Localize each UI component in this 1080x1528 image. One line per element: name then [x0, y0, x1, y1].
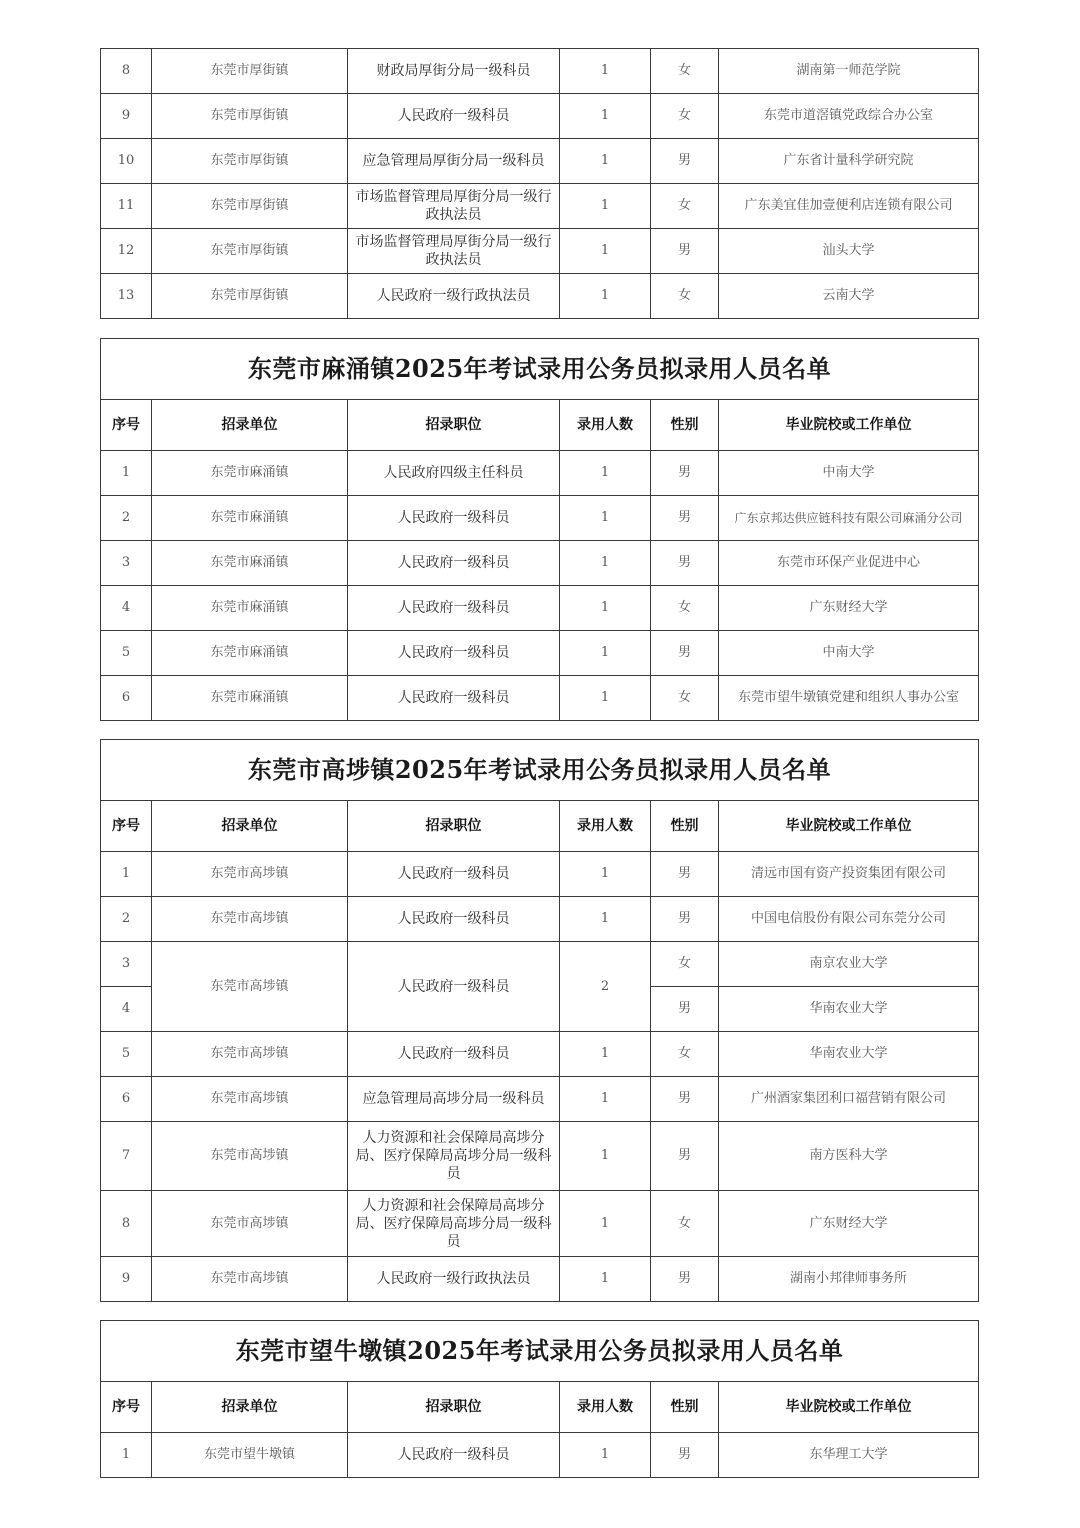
seq-cell: 9: [101, 1257, 152, 1302]
school-cell: 华南农业大学: [719, 987, 979, 1032]
table-row: [101, 897, 979, 942]
school-cell: 中南大学: [719, 631, 979, 676]
school-cell: 广州酒家集团利口福营销有限公司: [719, 1077, 979, 1122]
gender-cell: 男: [651, 451, 719, 496]
table-row: [101, 229, 979, 274]
table-row: [101, 541, 979, 586]
gender-cell: 女: [651, 1032, 719, 1077]
unit-cell: 东莞市麻涌镇: [152, 586, 348, 631]
position-cell: 人民政府一级科员: [348, 942, 560, 1032]
table-row: [101, 184, 979, 229]
unit-cell: 东莞市麻涌镇: [152, 676, 348, 721]
table-title: 东莞市高埗镇2025年考试录用公务员拟录用人员名单: [101, 740, 979, 801]
gender-cell: 女: [651, 586, 719, 631]
unit-cell: 东莞市厚街镇: [152, 139, 348, 184]
gender-cell: 女: [651, 184, 719, 229]
table-title: 东莞市望牛墩镇2025年考试录用公务员拟录用人员名单: [101, 1321, 979, 1382]
seq-cell: 2: [101, 496, 152, 541]
title-row: [101, 740, 979, 801]
school-cell: 广东财经大学: [719, 586, 979, 631]
school-cell: 中南大学: [719, 451, 979, 496]
gender-cell: 女: [651, 1191, 719, 1257]
table-row: [101, 942, 979, 987]
school-cell: 华南农业大学: [719, 1032, 979, 1077]
header-school: 毕业院校或工作单位: [719, 1382, 979, 1433]
count-cell: 1: [560, 541, 651, 586]
gender-cell: 男: [651, 1257, 719, 1302]
seq-cell: 11: [101, 184, 152, 229]
header-position: 招录职位: [348, 801, 560, 852]
header-position: 招录职位: [348, 1382, 560, 1433]
gender-cell: 女: [651, 942, 719, 987]
seq-cell: 1: [101, 852, 152, 897]
table-row: [101, 631, 979, 676]
seq-cell: 6: [101, 676, 152, 721]
unit-cell: 东莞市高埗镇: [152, 1191, 348, 1257]
gender-cell: 男: [651, 987, 719, 1032]
seq-cell: 1: [101, 1433, 152, 1478]
gender-cell: 男: [651, 1077, 719, 1122]
position-cell: 人民政府一级科员: [348, 541, 560, 586]
gender-cell: 男: [651, 229, 719, 274]
seq-cell: 5: [101, 631, 152, 676]
houjie-table: [100, 48, 979, 319]
table-row: [101, 586, 979, 631]
seq-cell: 10: [101, 139, 152, 184]
count-cell: 1: [560, 1032, 651, 1077]
header-row: [101, 1382, 979, 1433]
unit-cell: 东莞市厚街镇: [152, 49, 348, 94]
position-cell: 人民政府一级科员: [348, 1433, 560, 1478]
header-unit: 招录单位: [152, 801, 348, 852]
gender-cell: 男: [651, 852, 719, 897]
title-row: [101, 339, 979, 400]
unit-cell: 东莞市望牛墩镇: [152, 1433, 348, 1478]
position-cell: 人民政府一级科员: [348, 586, 560, 631]
machong-table: [100, 338, 979, 721]
count-cell: 1: [560, 676, 651, 721]
gender-cell: 男: [651, 897, 719, 942]
count-cell: 1: [560, 1191, 651, 1257]
seq-cell: 3: [101, 541, 152, 586]
header-school: 毕业院校或工作单位: [719, 801, 979, 852]
unit-cell: 东莞市麻涌镇: [152, 631, 348, 676]
count-cell: 1: [560, 1257, 651, 1302]
table-row: [101, 274, 979, 319]
table-row: [101, 94, 979, 139]
position-cell: 人民政府一级行政执法员: [348, 1257, 560, 1302]
gender-cell: 男: [651, 541, 719, 586]
school-cell: 中国电信股份有限公司东莞分公司: [719, 897, 979, 942]
seq-cell: 4: [101, 586, 152, 631]
table-row: [101, 1032, 979, 1077]
gender-cell: 男: [651, 139, 719, 184]
gaobu-table: [100, 739, 979, 1302]
position-cell: 人民政府四级主任科员: [348, 451, 560, 496]
school-cell: 东莞市道滘镇党政综合办公室: [719, 94, 979, 139]
table-row: [101, 49, 979, 94]
seq-cell: 12: [101, 229, 152, 274]
header-unit: 招录单位: [152, 1382, 348, 1433]
header-gender: 性别: [651, 400, 719, 451]
table-row: [101, 1077, 979, 1122]
count-cell: 1: [560, 139, 651, 184]
header-row: [101, 400, 979, 451]
count-cell: 2: [560, 942, 651, 1032]
table-row: [101, 1433, 979, 1478]
table-row: [101, 139, 979, 184]
position-cell: 应急管理局高埗分局一级科员: [348, 1077, 560, 1122]
school-cell: 广东京邦达供应链科技有限公司麻涌分公司: [719, 496, 979, 541]
unit-cell: 东莞市高埗镇: [152, 1077, 348, 1122]
count-cell: 1: [560, 1433, 651, 1478]
gender-cell: 女: [651, 49, 719, 94]
count-cell: 1: [560, 496, 651, 541]
table-row: [101, 1191, 979, 1257]
seq-cell: 7: [101, 1122, 152, 1191]
school-cell: 云南大学: [719, 274, 979, 319]
header-school: 毕业院校或工作单位: [719, 400, 979, 451]
table-row: [101, 451, 979, 496]
count-cell: 1: [560, 229, 651, 274]
seq-cell: 9: [101, 94, 152, 139]
seq-cell: 1: [101, 451, 152, 496]
count-cell: 1: [560, 1122, 651, 1191]
seq-cell: 3: [101, 942, 152, 987]
table-row: [101, 1122, 979, 1191]
position-cell: 应急管理局厚街分局一级科员: [348, 139, 560, 184]
unit-cell: 东莞市高埗镇: [152, 1257, 348, 1302]
position-cell: 财政局厚街分局一级科员: [348, 49, 560, 94]
header-seq: 序号: [101, 801, 152, 852]
position-cell: 人力资源和社会保障局高埗分局、医疗保障局高埗分局一级科员: [348, 1191, 560, 1257]
table-row: [101, 852, 979, 897]
school-cell: 南京农业大学: [719, 942, 979, 987]
seq-cell: 8: [101, 49, 152, 94]
count-cell: 1: [560, 184, 651, 229]
seq-cell: 2: [101, 897, 152, 942]
position-cell: 人力资源和社会保障局高埗分局、医疗保障局高埗分局一级科员: [348, 1122, 560, 1191]
position-cell: 人民政府一级科员: [348, 897, 560, 942]
unit-cell: 东莞市高埗镇: [152, 1032, 348, 1077]
position-cell: 市场监督管理局厚街分局一级行政执法员: [348, 229, 560, 274]
school-cell: 东莞市环保产业促进中心: [719, 541, 979, 586]
gender-cell: 男: [651, 631, 719, 676]
header-gender: 性别: [651, 801, 719, 852]
seq-cell: 8: [101, 1191, 152, 1257]
unit-cell: 东莞市高埗镇: [152, 897, 348, 942]
table-row: [101, 496, 979, 541]
position-cell: 人民政府一级科员: [348, 676, 560, 721]
position-cell: 人民政府一级科员: [348, 852, 560, 897]
seq-cell: 4: [101, 987, 152, 1032]
header-count: 录用人数: [560, 801, 651, 852]
school-cell: 广东财经大学: [719, 1191, 979, 1257]
header-position: 招录职位: [348, 400, 560, 451]
position-cell: 市场监督管理局厚街分局一级行政执法员: [348, 184, 560, 229]
position-cell: 人民政府一级科员: [348, 94, 560, 139]
count-cell: 1: [560, 631, 651, 676]
unit-cell: 东莞市厚街镇: [152, 184, 348, 229]
header-gender: 性别: [651, 1382, 719, 1433]
table-title: 东莞市麻涌镇2025年考试录用公务员拟录用人员名单: [101, 339, 979, 400]
header-count: 录用人数: [560, 400, 651, 451]
header-seq: 序号: [101, 400, 152, 451]
position-cell: 人民政府一级科员: [348, 496, 560, 541]
gender-cell: 男: [651, 1122, 719, 1191]
count-cell: 1: [560, 852, 651, 897]
gender-cell: 女: [651, 274, 719, 319]
unit-cell: 东莞市高埗镇: [152, 1122, 348, 1191]
header-seq: 序号: [101, 1382, 152, 1433]
count-cell: 1: [560, 274, 651, 319]
school-cell: 东华理工大学: [719, 1433, 979, 1478]
school-cell: 湖南小邦律师事务所: [719, 1257, 979, 1302]
count-cell: 1: [560, 94, 651, 139]
count-cell: 1: [560, 451, 651, 496]
header-count: 录用人数: [560, 1382, 651, 1433]
header-row: [101, 801, 979, 852]
header-unit: 招录单位: [152, 400, 348, 451]
table-row: [101, 1257, 979, 1302]
unit-cell: 东莞市麻涌镇: [152, 496, 348, 541]
seq-cell: 6: [101, 1077, 152, 1122]
unit-cell: 东莞市高埗镇: [152, 852, 348, 897]
school-cell: 广东美宜佳加壹便利店连锁有限公司: [719, 184, 979, 229]
position-cell: 人民政府一级科员: [348, 631, 560, 676]
seq-cell: 5: [101, 1032, 152, 1077]
school-cell: 广东省计量科学研究院: [719, 139, 979, 184]
school-cell: 南方医科大学: [719, 1122, 979, 1191]
gender-cell: 男: [651, 496, 719, 541]
title-row: [101, 1321, 979, 1382]
school-cell: 清远市国有资产投资集团有限公司: [719, 852, 979, 897]
unit-cell: 东莞市高埗镇: [152, 942, 348, 1032]
position-cell: 人民政府一级行政执法员: [348, 274, 560, 319]
table-row: [101, 676, 979, 721]
seq-cell: 13: [101, 274, 152, 319]
count-cell: 1: [560, 1077, 651, 1122]
school-cell: 东莞市望牛墩镇党建和组织人事办公室: [719, 676, 979, 721]
gender-cell: 女: [651, 676, 719, 721]
unit-cell: 东莞市厚街镇: [152, 274, 348, 319]
gender-cell: 女: [651, 94, 719, 139]
count-cell: 1: [560, 586, 651, 631]
count-cell: 1: [560, 49, 651, 94]
unit-cell: 东莞市麻涌镇: [152, 541, 348, 586]
school-cell: 湖南第一师范学院: [719, 49, 979, 94]
unit-cell: 东莞市厚街镇: [152, 94, 348, 139]
count-cell: 1: [560, 897, 651, 942]
unit-cell: 东莞市厚街镇: [152, 229, 348, 274]
unit-cell: 东莞市麻涌镇: [152, 451, 348, 496]
school-cell: 汕头大学: [719, 229, 979, 274]
gender-cell: 男: [651, 1433, 719, 1478]
position-cell: 人民政府一级科员: [348, 1032, 560, 1077]
wangniudun-table: [100, 1320, 979, 1478]
